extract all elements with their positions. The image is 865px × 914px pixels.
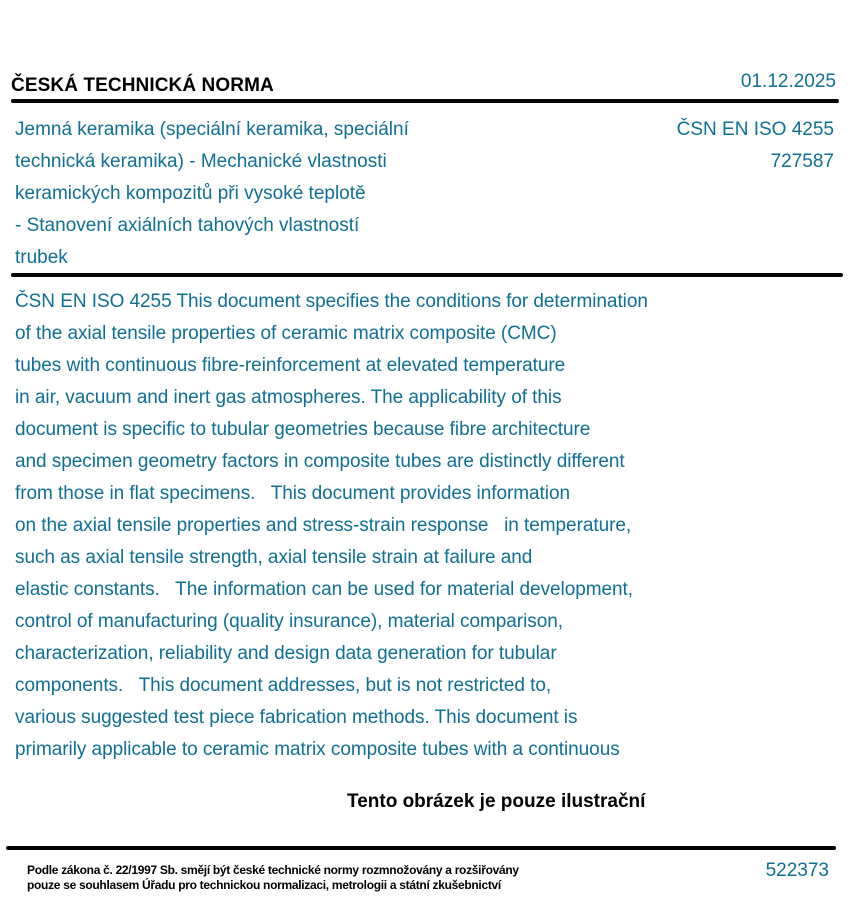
abstract-line: and specimen geometry factors in composite tubes are distinctly different xyxy=(15,451,625,472)
abstract-line: ČSN EN ISO 4255 This document specifies the conditions for determination xyxy=(15,291,648,312)
standard-meta xyxy=(677,114,834,178)
standard-title-line: - Stanovení axiálních tahových vlastností xyxy=(15,215,360,236)
legal-notice-line: pouze se souhlasem Úřadu pro technickou normalizaci, metrologii a státní zkušebnictví xyxy=(27,878,501,892)
publication-date: 01.12.2025 xyxy=(740,71,836,92)
abstract-line: control of manufacturing (quality insurance), material comparison, xyxy=(15,611,563,632)
standard-title-line: technická keramika) - Mechanické vlastnosti xyxy=(15,151,387,172)
abstract xyxy=(15,286,648,766)
abstract-line: elastic constants. The information can be used for material development, xyxy=(15,579,634,600)
footer-divider xyxy=(6,846,836,850)
abstract-line: in air, vacuum and inert gas atmospheres. The applicability of this xyxy=(15,387,562,408)
abstract-line: characterization, reliability and design data generation for tubular xyxy=(15,643,557,664)
standard-title-line: keramických kompozitů při vysoké teplotě xyxy=(15,183,366,204)
abstract-line: on the axial tensile properties and stress-strain response in temperature, xyxy=(15,515,632,536)
header-divider xyxy=(11,99,839,103)
legal-notice xyxy=(27,863,519,893)
abstract-line: various suggested test piece fabrication methods. This document is xyxy=(15,707,578,728)
standard-designation: ČSN EN ISO 4255 xyxy=(676,119,834,140)
abstract-line: tubes with continuous fibre-reinforcement at elevated temperature xyxy=(15,355,566,376)
illustration-notice: Tento obrázek je pouze ilustrační xyxy=(347,791,646,812)
abstract-line: document is specific to tubular geometries because fibre architecture xyxy=(15,419,591,440)
standard-title xyxy=(15,114,485,274)
abstract-line: components. This document addresses, but is not restricted to, xyxy=(15,675,552,696)
document-code: 522373 xyxy=(765,860,829,881)
document-type-heading: ČESKÁ TECHNICKÁ NORMA xyxy=(11,75,274,96)
standard-title-line: Jemná keramika (speciální keramika, speciální xyxy=(15,119,409,140)
abstract-line: such as axial tensile strength, axial tensile strain at failure and xyxy=(15,547,533,568)
legal-notice-line: Podle zákona č. 22/1997 Sb. smějí být české technické normy rozmnožovány a rozšiřovány xyxy=(27,863,519,877)
title-divider xyxy=(11,273,843,277)
abstract-line: primarily applicable to ceramic matrix composite tubes with a continuous xyxy=(15,739,620,760)
abstract-line: of the axial tensile properties of ceramic matrix composite (CMC) xyxy=(15,323,557,344)
catalog-number: 727587 xyxy=(770,151,834,172)
standard-title-line: trubek xyxy=(15,247,68,268)
abstract-line: from those in flat specimens. This document provides information xyxy=(15,483,570,504)
